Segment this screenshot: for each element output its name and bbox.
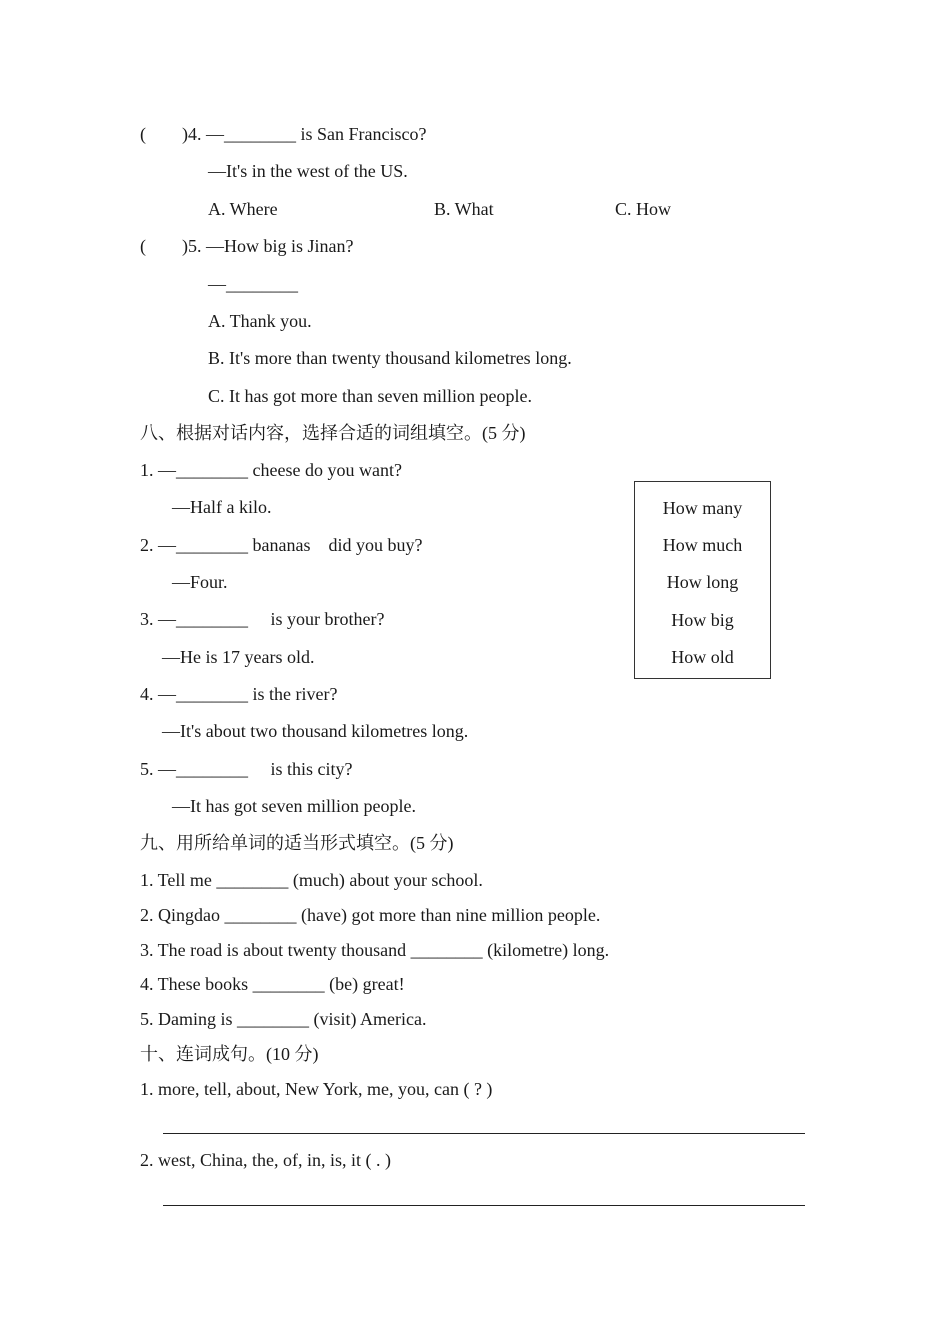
option-c: C. How (615, 199, 672, 219)
question-7-5-blank: —________ (208, 274, 298, 294)
question-9-5: 5. Daming is ________ (visit) America. (140, 1009, 427, 1029)
question-7-4-context: —It's in the west of the US. (208, 161, 408, 181)
answer-8-2: —Four. (172, 572, 228, 592)
option-a: A. Thank you. (208, 311, 312, 331)
question-10-1: 1. more, tell, about, New York, me, you, can ( ? ) (140, 1079, 493, 1099)
option-b: B. What (434, 199, 494, 219)
word-bank-box (634, 481, 771, 679)
section-9-heading: 九、用所给单词的适当形式填空。(5 分) (140, 833, 454, 853)
answer-line (163, 1133, 805, 1134)
question-8-4: 4. —________ is the river? (140, 684, 338, 704)
option-c: C. It has got more than seven million people. (208, 386, 532, 406)
answer-8-1: —Half a kilo. (172, 497, 272, 517)
question-9-3: 3. The road is about twenty thousand ________ (kilometre) long. (140, 940, 610, 960)
option-a: A. Where (208, 199, 278, 219)
section-8-heading: 八、根据对话内容，选择合适的词组填空。(5 分) (140, 423, 526, 443)
answer-8-5: —It has got seven million people. (172, 796, 416, 816)
question-10-2: 2. west, China, the, of, in, is, it ( . ) (140, 1150, 391, 1170)
option-b: B. It's more than twenty thousand kilometres long. (208, 348, 572, 368)
question-8-1: 1. —________ cheese do you want? (140, 460, 402, 480)
word-bank-item: How big (671, 610, 734, 630)
answer-8-3: —He is 17 years old. (162, 647, 315, 667)
question-9-2: 2. Qingdao ________ (have) got more than nine million people. (140, 905, 601, 925)
question-7-5: ( )5. —How big is Jinan? (140, 236, 354, 256)
question-8-5: 5. —________ is this city? (140, 759, 353, 779)
answer-line (163, 1205, 805, 1206)
question-8-2: 2. —________ bananas did you buy? (140, 535, 423, 555)
word-bank-item: How many (662, 498, 743, 518)
question-9-1: 1. Tell me ________ (much) about your school. (140, 870, 483, 890)
word-bank-item: How much (662, 535, 743, 555)
question-7-4: ( )4. —________ is San Francisco? (140, 124, 427, 144)
word-bank-item: How long (666, 572, 739, 592)
answer-8-4: —It's about two thousand kilometres long. (162, 721, 469, 741)
question-9-4: 4. These books ________ (be) great! (140, 974, 405, 994)
section-10-heading: 十、连词成句。(10 分) (140, 1044, 319, 1064)
question-8-3: 3. —________ is your brother? (140, 609, 385, 629)
word-bank-item: How old (671, 647, 734, 667)
